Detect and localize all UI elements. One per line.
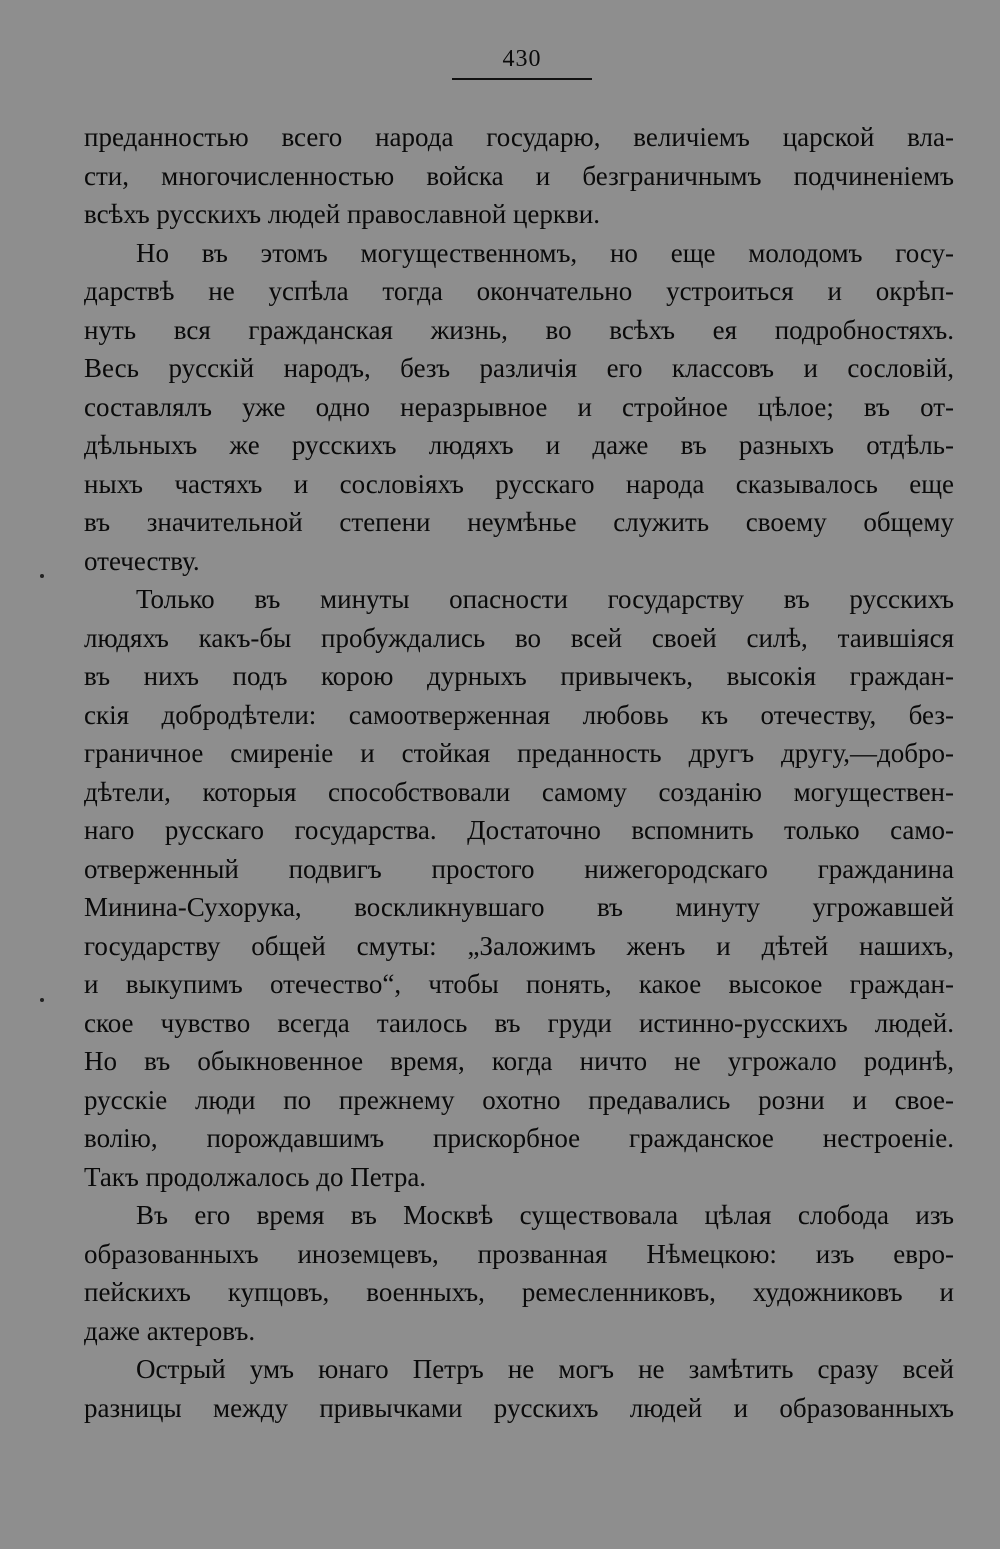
text-line: государству общей смуты: „Заложимъ женъ и дѣтей нашихъ,: [84, 930, 954, 961]
text-line: отечеству.: [84, 545, 200, 576]
text-line: дѣтели, которыя способствовали самому созданію могуществен-: [84, 776, 954, 807]
text-line: пейскихъ купцовъ, военныхъ, ремесленниковъ, художниковъ и: [84, 1277, 954, 1307]
text-line: Но въ обыкновенное время, когда ничто не угрожало родинѣ,: [84, 1046, 954, 1076]
text-line: въ нихъ подъ корою дурныхъ привычекъ, высокія граждан-: [84, 661, 954, 691]
print-speck: [40, 998, 44, 1002]
text-line: дѣльныхъ же русскихъ людяхъ и даже въ разныхъ отдѣль-: [84, 430, 954, 460]
text-line: русскіе люди по прежнему охотно предавались розни и свое-: [84, 1084, 954, 1115]
text-line: скія добродѣтели: самоотверженная любовь къ отечеству, без-: [84, 699, 954, 730]
text-line: даже актеровъ.: [84, 1315, 256, 1346]
text-line: дарствѣ не успѣла тогда окончательно устроиться и окрѣп-: [84, 276, 954, 306]
print-speck: [40, 574, 44, 578]
text-line: волію, порождавшимъ прискорбное гражданское нестроеніе.: [84, 1123, 954, 1153]
text-line: нуть вся гражданская жизнь, во всѣхъ ея подробностяхъ.: [84, 314, 954, 345]
text-line: Только въ минуты опасности государству въ русскихъ: [136, 584, 954, 614]
text-line: и выкупимъ отечество“, чтобы понять, какое высокое граждан-: [84, 969, 954, 999]
text-line: составлялъ уже одно неразрывное и стройное цѣлое; въ от-: [84, 391, 954, 422]
text-line: ское чувство всегда таилось въ груди истинно-русскихъ людей.: [84, 1007, 954, 1038]
text-line: отверженный подвигъ простого нижегородскаго гражданина: [84, 853, 954, 884]
text-line: Такъ продолжалось до Петра.: [84, 1161, 427, 1192]
text-line: Минина-Сухорука, воскликнувшаго въ минуту угрожавшей: [84, 892, 954, 922]
text-line: въ значительной степени неумѣнье служить своему общему: [84, 507, 954, 537]
text-line: сти, многочисленностью войска и безграничнымъ подчиненіемъ: [84, 160, 954, 191]
text-line: преданностью всего народа государю, величіемъ царской вла-: [84, 122, 954, 152]
text-line: людяхъ какъ-бы пробуждались во всей своей силѣ, таившіяся: [84, 622, 954, 653]
text-line: Острый умъ юнаго Петръ не могъ не замѣтить сразу всей: [136, 1354, 954, 1384]
text-line: образованныхъ иноземцевъ, прозванная Нѣмецкою: изъ евро-: [84, 1238, 954, 1269]
text-line: наго русскаго государства. Достаточно вспомнить только само-: [84, 815, 954, 845]
page-number-rule: [452, 78, 592, 80]
text-line: граничное смиреніе и стойкая преданность другъ другу,—добро-: [84, 738, 954, 768]
text-line: Въ его время въ Москвѣ существовала цѣлая слобода изъ: [136, 1200, 954, 1230]
text-line: всѣхъ русскихъ людей православной церкви.: [84, 199, 600, 229]
text-line: Весь русскій народъ, безъ различія его классовъ и сословій,: [84, 353, 954, 383]
text-line: ныхъ частяхъ и сословіяхъ русскаго народа сказывалось еще: [84, 468, 954, 499]
text-line: разницы между привычками русскихъ людей и образованныхъ: [84, 1392, 954, 1423]
page-number: 430: [502, 46, 542, 72]
text-line: Но въ этомъ могущественномъ, но еще молодомъ госу-: [136, 237, 954, 268]
